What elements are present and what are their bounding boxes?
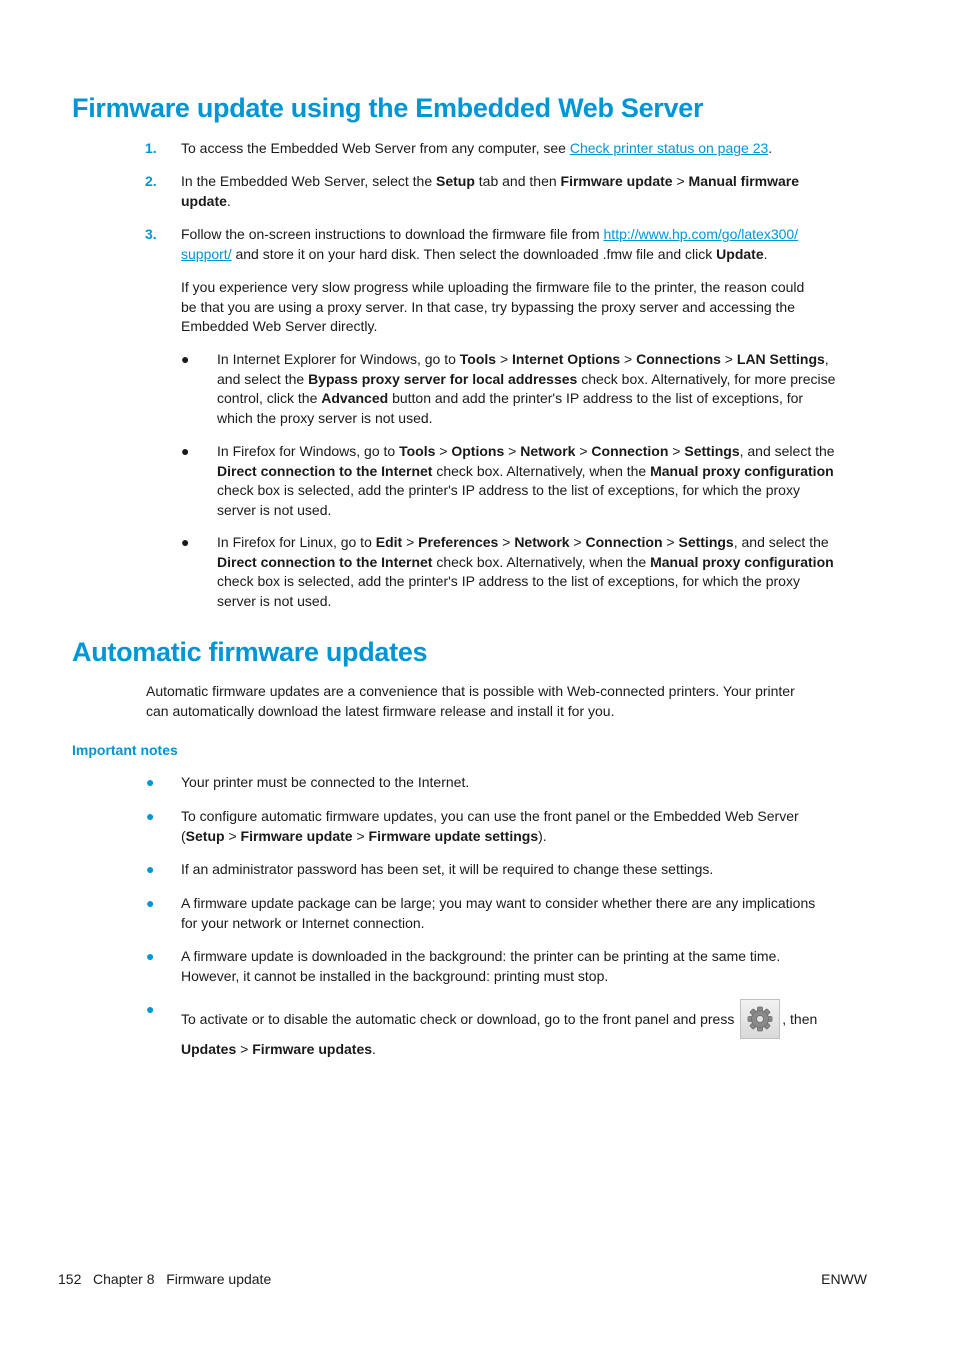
step-number: 3.	[145, 226, 157, 242]
proxy-paragraph: If you experience very slow progress while uploading the firmware file to the printer, the reason could be that you are using a proxy server. In that case, try bypassing the proxy server and accessing the Embedded Web Server directly.	[181, 279, 805, 334]
proxy-bullet-firefox-linux: In Firefox for Linux, go to Edit > Preferences > Network > Connection > Settings, and select the Direct connection to the Internet check box. Alternatively, when the Manual proxy configuration check box is selected, add the printer's IP address to the list of exceptions, for which the proxy server is not used.	[217, 534, 834, 609]
important-notes-heading: Important notes	[72, 742, 178, 758]
bullet-icon: ●	[146, 1001, 155, 1017]
proxy-bullet-ie: In Internet Explorer for Windows, go to Tools > Internet Options > Connections > LAN Settings, and select the Bypass proxy server for local addresses check box. Alternatively, for more precise control, click the Advanced button and add the printer's IP address to the list of exceptions, for which the proxy server is not used.	[217, 351, 836, 426]
note-5: A firmware update is downloaded in the background: the printer can be printing at the same time. However, it cannot be installed in the background: printing must stop.	[181, 948, 781, 984]
note-1: Your printer must be connected to the Internet.	[181, 774, 470, 790]
section-heading-ews: Firmware update using the Embedded Web Server	[72, 93, 704, 123]
note-6-continuation: Updates > Firmware updates.	[181, 1041, 376, 1057]
hp-support-link[interactable]: http://www.hp.com/go/latex300/	[603, 226, 799, 242]
note-3: If an administrator password has been set, it will be required to change these settings.	[181, 861, 714, 877]
step-3-text: Follow the on-screen instructions to download the firmware file from http://www.hp.com/go/latex300/ support/ and store it on your hard disk. Then select the downloaded .fmw file and click Update.	[181, 226, 799, 262]
proxy-bullet-firefox-windows: In Firefox for Windows, go to Tools > Options > Network > Connection > Settings, and select the Direct connection to the Internet check box. Alternatively, when the Manual proxy configuration check box is selected, add the printer's IP address to the list of exceptions, for which the proxy server is not used.	[217, 443, 835, 518]
note-2: To configure automatic firmware updates, you can use the front panel or the Embedded Web Server (Setup > Firmware update > Firmware update settings).	[181, 808, 799, 844]
hp-support-link-cont[interactable]: support/	[181, 245, 232, 262]
step-number: 1.	[145, 140, 157, 156]
step-1-text: To access the Embedded Web Server from any computer, see Check printer status on page 23.	[181, 140, 773, 156]
bullet-icon: ●	[181, 351, 190, 367]
footer-right: ENWW	[821, 1271, 867, 1287]
settings-gear-icon	[740, 999, 780, 1039]
page-number: 152	[58, 1271, 82, 1287]
chapter-title: Firmware update	[166, 1271, 272, 1287]
section-heading-automatic: Automatic firmware updates	[72, 637, 428, 667]
step-number: 2.	[145, 173, 157, 189]
check-printer-status-link[interactable]: Check printer status on page 23	[569, 140, 769, 156]
bullet-icon: ●	[181, 443, 190, 459]
bullet-icon: ●	[146, 774, 155, 790]
note-4: A firmware update package can be large; you may want to consider whether there are any implications for your network or Internet connection.	[181, 895, 816, 931]
note-6: To activate or to disable the automatic check or download, go to the front panel and press , then	[181, 1000, 817, 1040]
chapter-label: Chapter 8	[93, 1271, 155, 1287]
bullet-icon: ●	[181, 534, 190, 550]
automatic-intro: Automatic firmware updates are a convenience that is possible with Web-connected printers. Your printer can automatically download the latest firmware release and install it for you.	[146, 683, 795, 719]
bullet-icon: ●	[146, 948, 155, 964]
footer-left	[58, 1271, 271, 1287]
step-2-text: In the Embedded Web Server, select the Setup tab and then Firmware update > Manual firmware update.	[181, 173, 800, 209]
bullet-icon: ●	[146, 861, 155, 877]
bullet-icon: ●	[146, 808, 155, 824]
bullet-icon: ●	[146, 895, 155, 911]
